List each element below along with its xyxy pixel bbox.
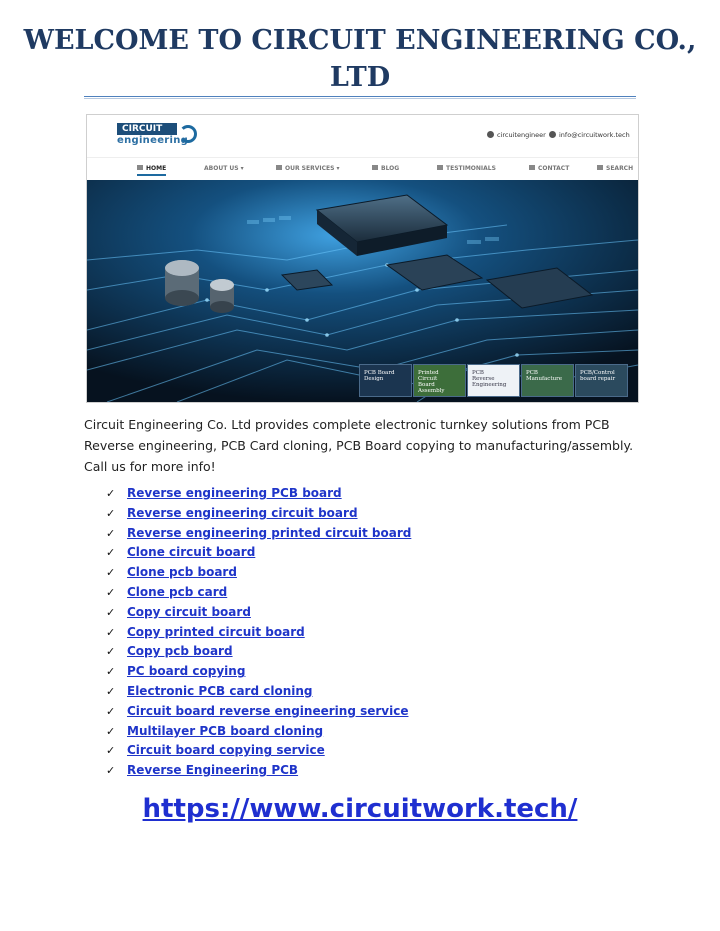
- check-icon: ✓: [106, 625, 116, 639]
- service-link[interactable]: Reverse engineering circuit board: [127, 505, 358, 520]
- list-item: [106, 623, 411, 643]
- service-thumbnails: [359, 364, 627, 397]
- thumb-3-line-3: Engineering: [472, 382, 507, 388]
- logo-word-engineering: engineering: [117, 135, 189, 146]
- nav-home-label: HOME: [146, 165, 167, 172]
- thumb-2-line-3: Board: [418, 382, 435, 388]
- skype-contact: [487, 131, 546, 139]
- list-item: [106, 761, 411, 781]
- service-link[interactable]: Reverse engineering PCB board: [127, 486, 342, 500]
- site-header: [87, 115, 638, 157]
- nav-services: OUR SERVICES ▾: [276, 165, 340, 172]
- service-link[interactable]: Clone circuit board: [127, 545, 256, 560]
- thumb-3-line-2: Reverse: [472, 376, 495, 382]
- thumb-3-line-1: PCB: [472, 370, 484, 376]
- nav-testimonials-label: TESTIMONIALS: [446, 165, 496, 172]
- thumb-board-repair: [575, 364, 628, 397]
- thumb-reverse-engineering: [467, 364, 520, 397]
- list-item: [106, 682, 411, 702]
- page-title: [0, 22, 720, 96]
- service-link[interactable]: Clone pcb card: [127, 584, 228, 599]
- check-icon: ✓: [106, 645, 116, 659]
- service-link[interactable]: Clone pcb board: [127, 565, 237, 580]
- email-address: info@circuitwork.tech: [559, 131, 630, 139]
- service-link[interactable]: PC board copying: [127, 664, 246, 679]
- nav-search: [597, 165, 633, 172]
- nav-blog: [372, 165, 399, 172]
- service-link[interactable]: Reverse engineering printed circuit board: [127, 525, 412, 540]
- check-icon: ✓: [106, 566, 116, 580]
- nav-home: [137, 165, 166, 176]
- list-item: [106, 702, 411, 722]
- search-icon: [597, 165, 603, 170]
- company-logo: [117, 123, 199, 151]
- site-nav: [87, 157, 638, 181]
- contact-icon: [529, 165, 535, 170]
- service-link-list: [106, 484, 411, 781]
- home-icon: [137, 165, 143, 170]
- nav-contact: [529, 165, 569, 172]
- nav-services-label: OUR SERVICES: [285, 165, 335, 172]
- thumb-2-line-1: Printed: [418, 370, 439, 376]
- list-item: [106, 662, 411, 682]
- blog-icon: [372, 165, 378, 170]
- nav-testimonials: [437, 165, 496, 172]
- nav-contact-label: CONTACT: [538, 165, 570, 172]
- check-icon: ✓: [106, 526, 116, 540]
- check-icon: ✓: [106, 744, 116, 758]
- nav-about-label: ABOUT US: [204, 165, 239, 172]
- service-link[interactable]: Reverse Engineering PCB: [127, 763, 299, 778]
- check-icon: ✓: [106, 487, 116, 500]
- service-link[interactable]: Copy printed circuit board: [127, 624, 305, 639]
- check-icon: ✓: [106, 704, 116, 718]
- nav-search-label: SEARCH: [606, 165, 634, 172]
- list-item: [106, 543, 411, 563]
- check-icon: ✓: [106, 764, 116, 778]
- logo-word-circuit: CIRCUIT: [117, 123, 177, 135]
- thumb-assembly: [413, 364, 466, 397]
- service-link[interactable]: Copy pcb board: [127, 644, 233, 659]
- thumb-4-line-1: PCB: [526, 370, 538, 376]
- logo-swirl-icon: [179, 125, 197, 143]
- check-icon: ✓: [106, 724, 116, 738]
- list-item: [106, 504, 411, 524]
- nav-blog-label: BLOG: [381, 165, 400, 172]
- list-item: [106, 484, 411, 504]
- check-icon: ✓: [106, 684, 116, 698]
- thumb-1-line-1: PCB Board: [364, 370, 395, 376]
- thumb-5-line-1: PCB/Control: [580, 370, 615, 376]
- skype-handle: circuitengineer: [497, 131, 546, 139]
- thumb-pcb-design: [359, 364, 412, 397]
- list-item: [106, 563, 411, 583]
- service-link[interactable]: Multilayer PCB board cloning: [127, 723, 324, 738]
- list-item: [106, 524, 411, 544]
- website-screenshot: [86, 114, 639, 403]
- list-item: [106, 741, 411, 761]
- email-contact: [549, 131, 630, 139]
- thumb-2-line-2: Circuit: [418, 376, 438, 382]
- check-icon: ✓: [106, 665, 116, 679]
- page-title-text: WELCOME TO CIRCUIT ENGINEERING CO., LTD: [23, 25, 697, 93]
- service-link[interactable]: Copy circuit board: [127, 604, 251, 619]
- thumb-2-line-4: Assembly: [418, 388, 445, 394]
- check-icon: ✓: [106, 585, 116, 599]
- service-link[interactable]: Circuit board copying service: [127, 743, 325, 758]
- testimonials-icon: [437, 165, 443, 170]
- thumb-1-line-2: Design: [364, 376, 384, 382]
- mail-icon: [549, 131, 556, 138]
- list-item: [106, 722, 411, 742]
- service-link[interactable]: Circuit board reverse engineering service: [127, 703, 409, 718]
- list-item: [106, 603, 411, 623]
- intro-paragraph: Circuit Engineering Co. Ltd provides complete electronic turnkey solutions from PCB Reverse engineering, PCB Card cloning, PCB Board copying to manufacturing/assembly. Call us for more info!: [84, 417, 634, 474]
- thumb-manufacture: [521, 364, 574, 397]
- check-icon: ✓: [106, 605, 116, 619]
- service-link[interactable]: Electronic PCB card cloning: [127, 683, 313, 698]
- thumb-4-line-2: Manufacture: [526, 376, 563, 382]
- website-url-link[interactable]: https://www.circuitwork.tech/: [142, 794, 578, 824]
- list-item: [106, 642, 411, 662]
- list-item: [106, 583, 411, 603]
- thumb-5-line-2: board repair: [580, 376, 616, 382]
- title-divider: [84, 96, 636, 97]
- check-icon: ✓: [106, 506, 116, 520]
- check-icon: ✓: [106, 546, 116, 560]
- title-divider-shadow: [84, 98, 636, 99]
- skype-icon: [487, 131, 494, 138]
- services-icon: [276, 165, 282, 170]
- nav-about: ABOUT US ▾: [204, 165, 244, 172]
